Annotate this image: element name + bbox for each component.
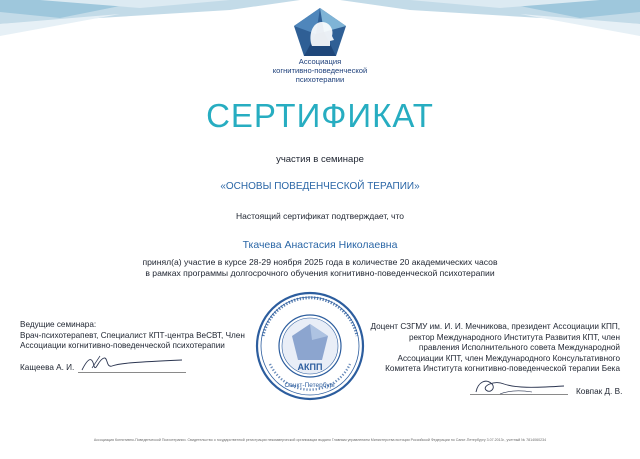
org-line: когнитивно-поведенческой: [272, 66, 368, 75]
right-signatory-title: [352, 322, 620, 375]
certificate-subtitle: участия в семинаре: [276, 154, 364, 165]
left-signatory-line: Врач-психотерапевт, Специалист КПТ-центра ВеСВТ, Член: [20, 330, 245, 340]
org-line: психотерапии: [295, 75, 345, 84]
right-signatory-name: Ковпак Д. В.: [576, 387, 623, 396]
confirm-text: Настоящий сертификат подтверждает, что: [235, 211, 404, 221]
right-signatory-line: Доцент СЗГМУ им. И. И. Мечникова, президент Ассоциации КПП,: [370, 322, 620, 331]
right-signatory-line: правления Исполнительного совета Международной: [418, 343, 620, 352]
certificate-title: СЕРТИФИКАТ: [206, 97, 434, 134]
corner-decoration-left: [0, 0, 300, 40]
course-name: «ОСНОВЫ ПОВЕДЕНЧЕСКОЙ ТЕРАПИИ»: [220, 181, 420, 192]
right-signatory-line: Комитета Института когнитивно-поведенческой терапии Бека: [385, 364, 620, 373]
left-signature: [78, 352, 188, 374]
left-signatory-line: Ведущие семинара:: [20, 320, 97, 329]
head-logo-icon: [290, 6, 350, 58]
left-signatory-name: Кащеева А. И.: [20, 363, 75, 372]
description-line: в рамках программы долгосрочного обучения когнитивно-поведенческой психотерапии: [145, 267, 495, 278]
org-line: Ассоциация: [298, 57, 342, 66]
recipient-name: Ткачева Анастасия Николаевна: [242, 239, 398, 251]
description-line: принял(а) участие в курсе 28-29 ноября 2025 года в количестве 20 академических часов: [142, 257, 498, 267]
legal-footer: Ассоциация Когнитивно-Поведенческой Психотерапии. Свидетельство о государственной регистрации некоммерческой организации выдано Главным управлением Министерства юстиции Российской Федерации по Санкт-Петербургу 3.07.2013г., учетный № 7814060234: [93, 438, 547, 442]
right-signatory-line: Ассоциации КПТ, член Международного Консультативного: [397, 353, 620, 363]
left-signatory-line: Ассоциации когнитивно-поведенческой психотерапии: [20, 341, 225, 350]
corner-decoration-right: [340, 0, 640, 40]
right-signature: [470, 374, 570, 398]
left-signatory-title: [20, 320, 260, 352]
organization-name: [220, 57, 420, 84]
seal-center-text: АКПП: [297, 362, 323, 372]
right-signatory-line: ректор Международного Института Развития КПТ, член: [408, 332, 620, 342]
organization-seal: [254, 290, 366, 402]
participation-description: [0, 257, 640, 278]
seal-bottom-text: Санкт-Петербург: [284, 382, 336, 389]
